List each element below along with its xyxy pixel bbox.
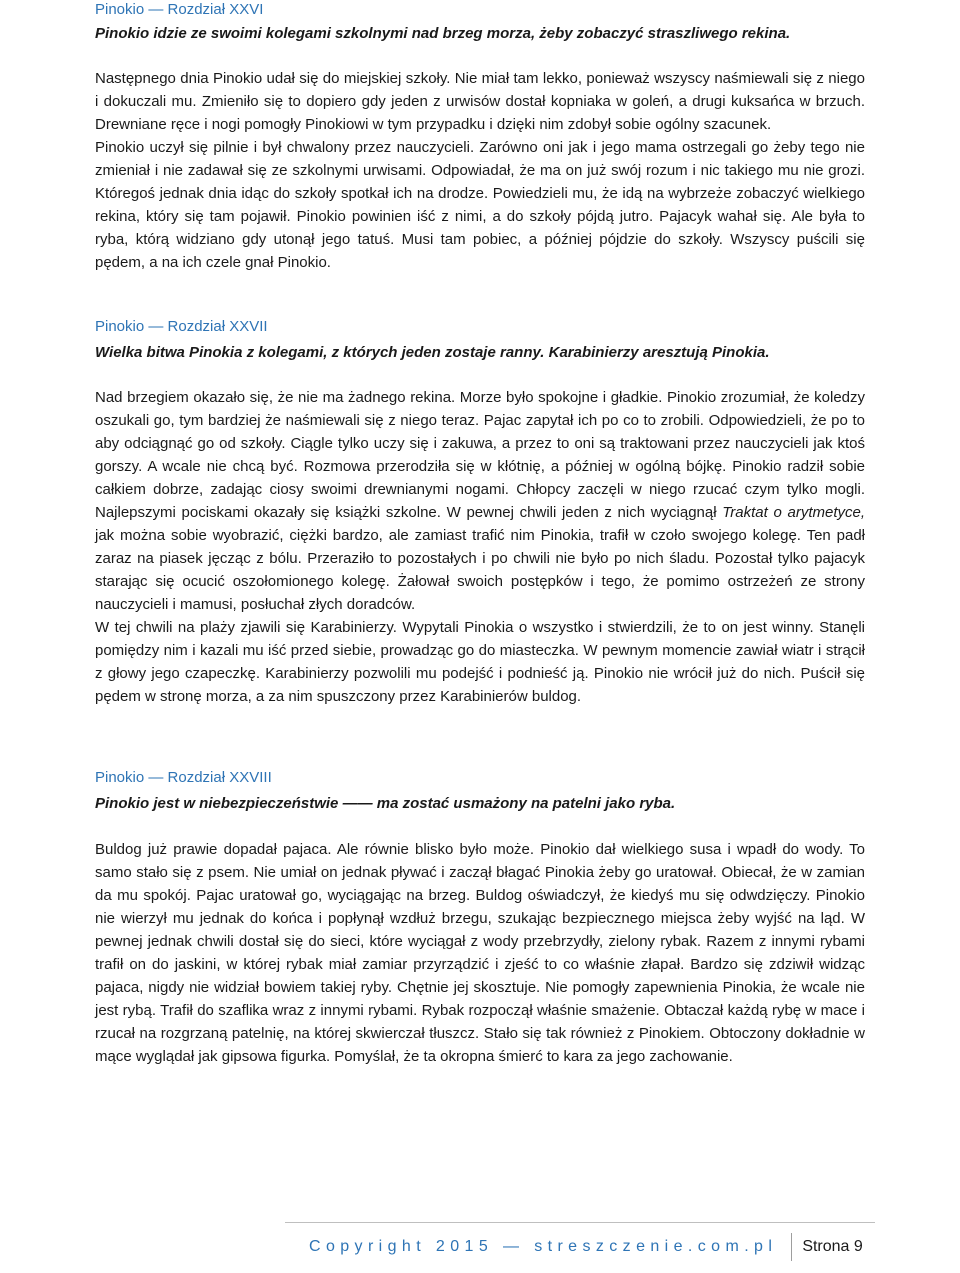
chapter-27-subtitle: Wielka bitwa Pinokia z kolegami, z których jeden zostaje ranny. Karabinierzy aresztują Pinokia. [95,344,770,361]
chapter-28-paragraph-1: Buldog już prawie dopadał pajaca. Ale równie blisko było może. Pinokio dał wielkiego susa i wpadł do wody. To samo stało się z psem. Nie umiał on jednak pływać i zaczął błagać Pinokia żeby go uratował. Obiecał, że w zamian da mu spokój. Pajac uratował go, wyciągając na brzeg. Buldog oświadczył, że kiedyś mu się odwdzięczy. Pinokio nie wierzył mu jednak do końca i popłynął wzdłuż brzegu, szukając bezpiecznego miejsca żeby wyjść na ląd. W pewnej jednak chwili dostał się do sieci, które wyciągał z wody przebrzydły, zielony rybak. Razem z innymi rybami trafił on do jaskini, w której rybak miał zamiar przyrządzić i zjeść to co właśnie złapał. Bardzo się zdziwił widząc pajaca, nigdy nie widział bowiem takiej ryby. Chętnie jej skosztuje. Nie pomogły zapewnienia Pinokia, że wcale nie jest rybą. Trafił do szaflika wraz z innymi rybami. Rybak rozpoczął właśnie smażenie. Obtaczał każdą rybę w mace i rzucał na rozgrzaną patelnię, na której skwierczał tłuszcz. Stało się tak również z Pinokiem. Obtoczony dokładnie w mące wyglądał jak gipsowa figurka. Pomyślał, że ta okropna śmierć to kara za jego zachowanie. [95,841,865,1065]
chapter-28-subtitle: Pinokio jest w niebezpieczeństwie —— ma zostać usmażony na patelni jako ryba. [95,795,676,812]
chapter-28-body [95,838,865,1068]
chapter-27-paragraph-2: W tej chwili na plaży zjawili się Karabinierzy. Wypytali Pinokia o wszystko i stwierdzili, że to on jest winny. Stanęli pomiędzy nim i kazali mu iść przed siebie, prowadząc go do miasteczka. W pewnym momencie zawiał wiatr i strącił z głowy jego czapeczkę. Karabinierzy pozwolili mu podejść i podnieść ją. Pinokio nie wrócił już do nich. Puścił się pędem w stronę morza, a za nim spuszczony przez Karabinierów buldog. [95,619,865,705]
page-number: Strona 9 [802,1238,863,1255]
chapter-27-paragraph-1-start: Nad brzegiem okazało się, że nie ma żadnego rekina. Morze było spokojne i gładkie. Pinokio zrozumiał, że koledzy oszukali go, tym bardziej że naśmiewali się z niego teraz. Pajac zapytał ich po co to zrobili. Odpowiedzieli, że po to aby odciągnąć go od szkoły. Ciągle tylko uczy się i zakuwa, a przez to oni są traktowani przez nauczycieli jak ktoś gorszy. A wcale nie chcą być. Rozmowa przerodziła się w kłótnię, a później w ogólną bójkę. Pinokio radził sobie całkiem dobrze, zadając ciosy swoimi drewnianymi nogami. Chłopcy zaczęli w niego rzucać czym tylko mogli. Najlepszymi pociskami okazały się książki szkolne. W pewnej chwili jeden z nich wyciągnął [95,389,865,521]
page-footer [285,1222,875,1271]
chapter-26-paragraph-2: Pinokio uczył się pilnie i był chwalony przez nauczycieli. Zarówno oni jak i jego mama ostrzegali go żeby tego nie zmieniał i nie zadawał się ze szkolnymi urwisami. Odpowiadał, że ma on już swój rozum i nic takiego mu nie grozi. Któregoś jednak dnia idąc do szkoły spotkał ich na drodze. Powiedzieli mu, że idą na wybrzeże zobaczyć wielkiego rekina, który się tam pojawił. Pinokio powinien iść z nimi, a do szkoły pójdą jutro. Pajacyk wahał się. Ale była to ryba, którą widziano gdy utonął jego tatuś. Musi tam pobiec, a później pójdzie do szkoły. Wszyscy puścili się pędem, a na ich czele gnał Pinokio. [95,139,865,271]
chapter-27-body [95,386,865,708]
footer-copyright: Copyright 2015 — streszczenie.com.pl [309,1238,778,1255]
footer-divider [791,1233,792,1261]
chapter-26-body [95,67,865,274]
chapter-27-paragraph-1-end: jak można sobie wyobrazić, ciężki bardzo, ale zamiast trafić nim Pinokia, trafił w czoło swojego kolegę. Ten padł zaraz na piasek jęcząc z bólu. Przeraziło to pozostałych i po chwili nie było po nich śladu. Pozostał tylko pajacyk starając się ocucić oszołomionego kolegę. Żałował swoich postępków i tego, że pomimo ostrzeżeń ze strony nauczycieli i mamusi, posłuchał złych doradców. [95,527,865,613]
chapter-28-heading: Pinokio — Rozdział XXVIII [95,769,272,786]
chapter-27-heading: Pinokio — Rozdział XXVII [95,318,268,335]
chapter-26-subtitle: Pinokio idzie ze swoimi kolegami szkolnymi nad brzeg morza, żeby zobaczyć straszliwego rekina. [95,25,791,42]
chapter-27-paragraph-1 [95,386,865,616]
chapter-26-paragraph-1: Następnego dnia Pinokio udał się do miejskiej szkoły. Nie miał tam lekko, ponieważ wszyscy naśmiewali się z niego i dokuczali mu. Zmieniło się to dopiero gdy jeden z urwisów dostał kopniaka w goleń, a drugi kuksańca w brzuch. Drewniane ręce i nogi pomogły Pinokiowi w tym przypadku i dzięki nim zdobył sobie ogólny szacunek. [95,70,865,133]
book-title: Traktat o arytmetyce, [722,504,865,521]
chapter-26-heading: Pinokio — Rozdział XXVI [95,1,264,18]
